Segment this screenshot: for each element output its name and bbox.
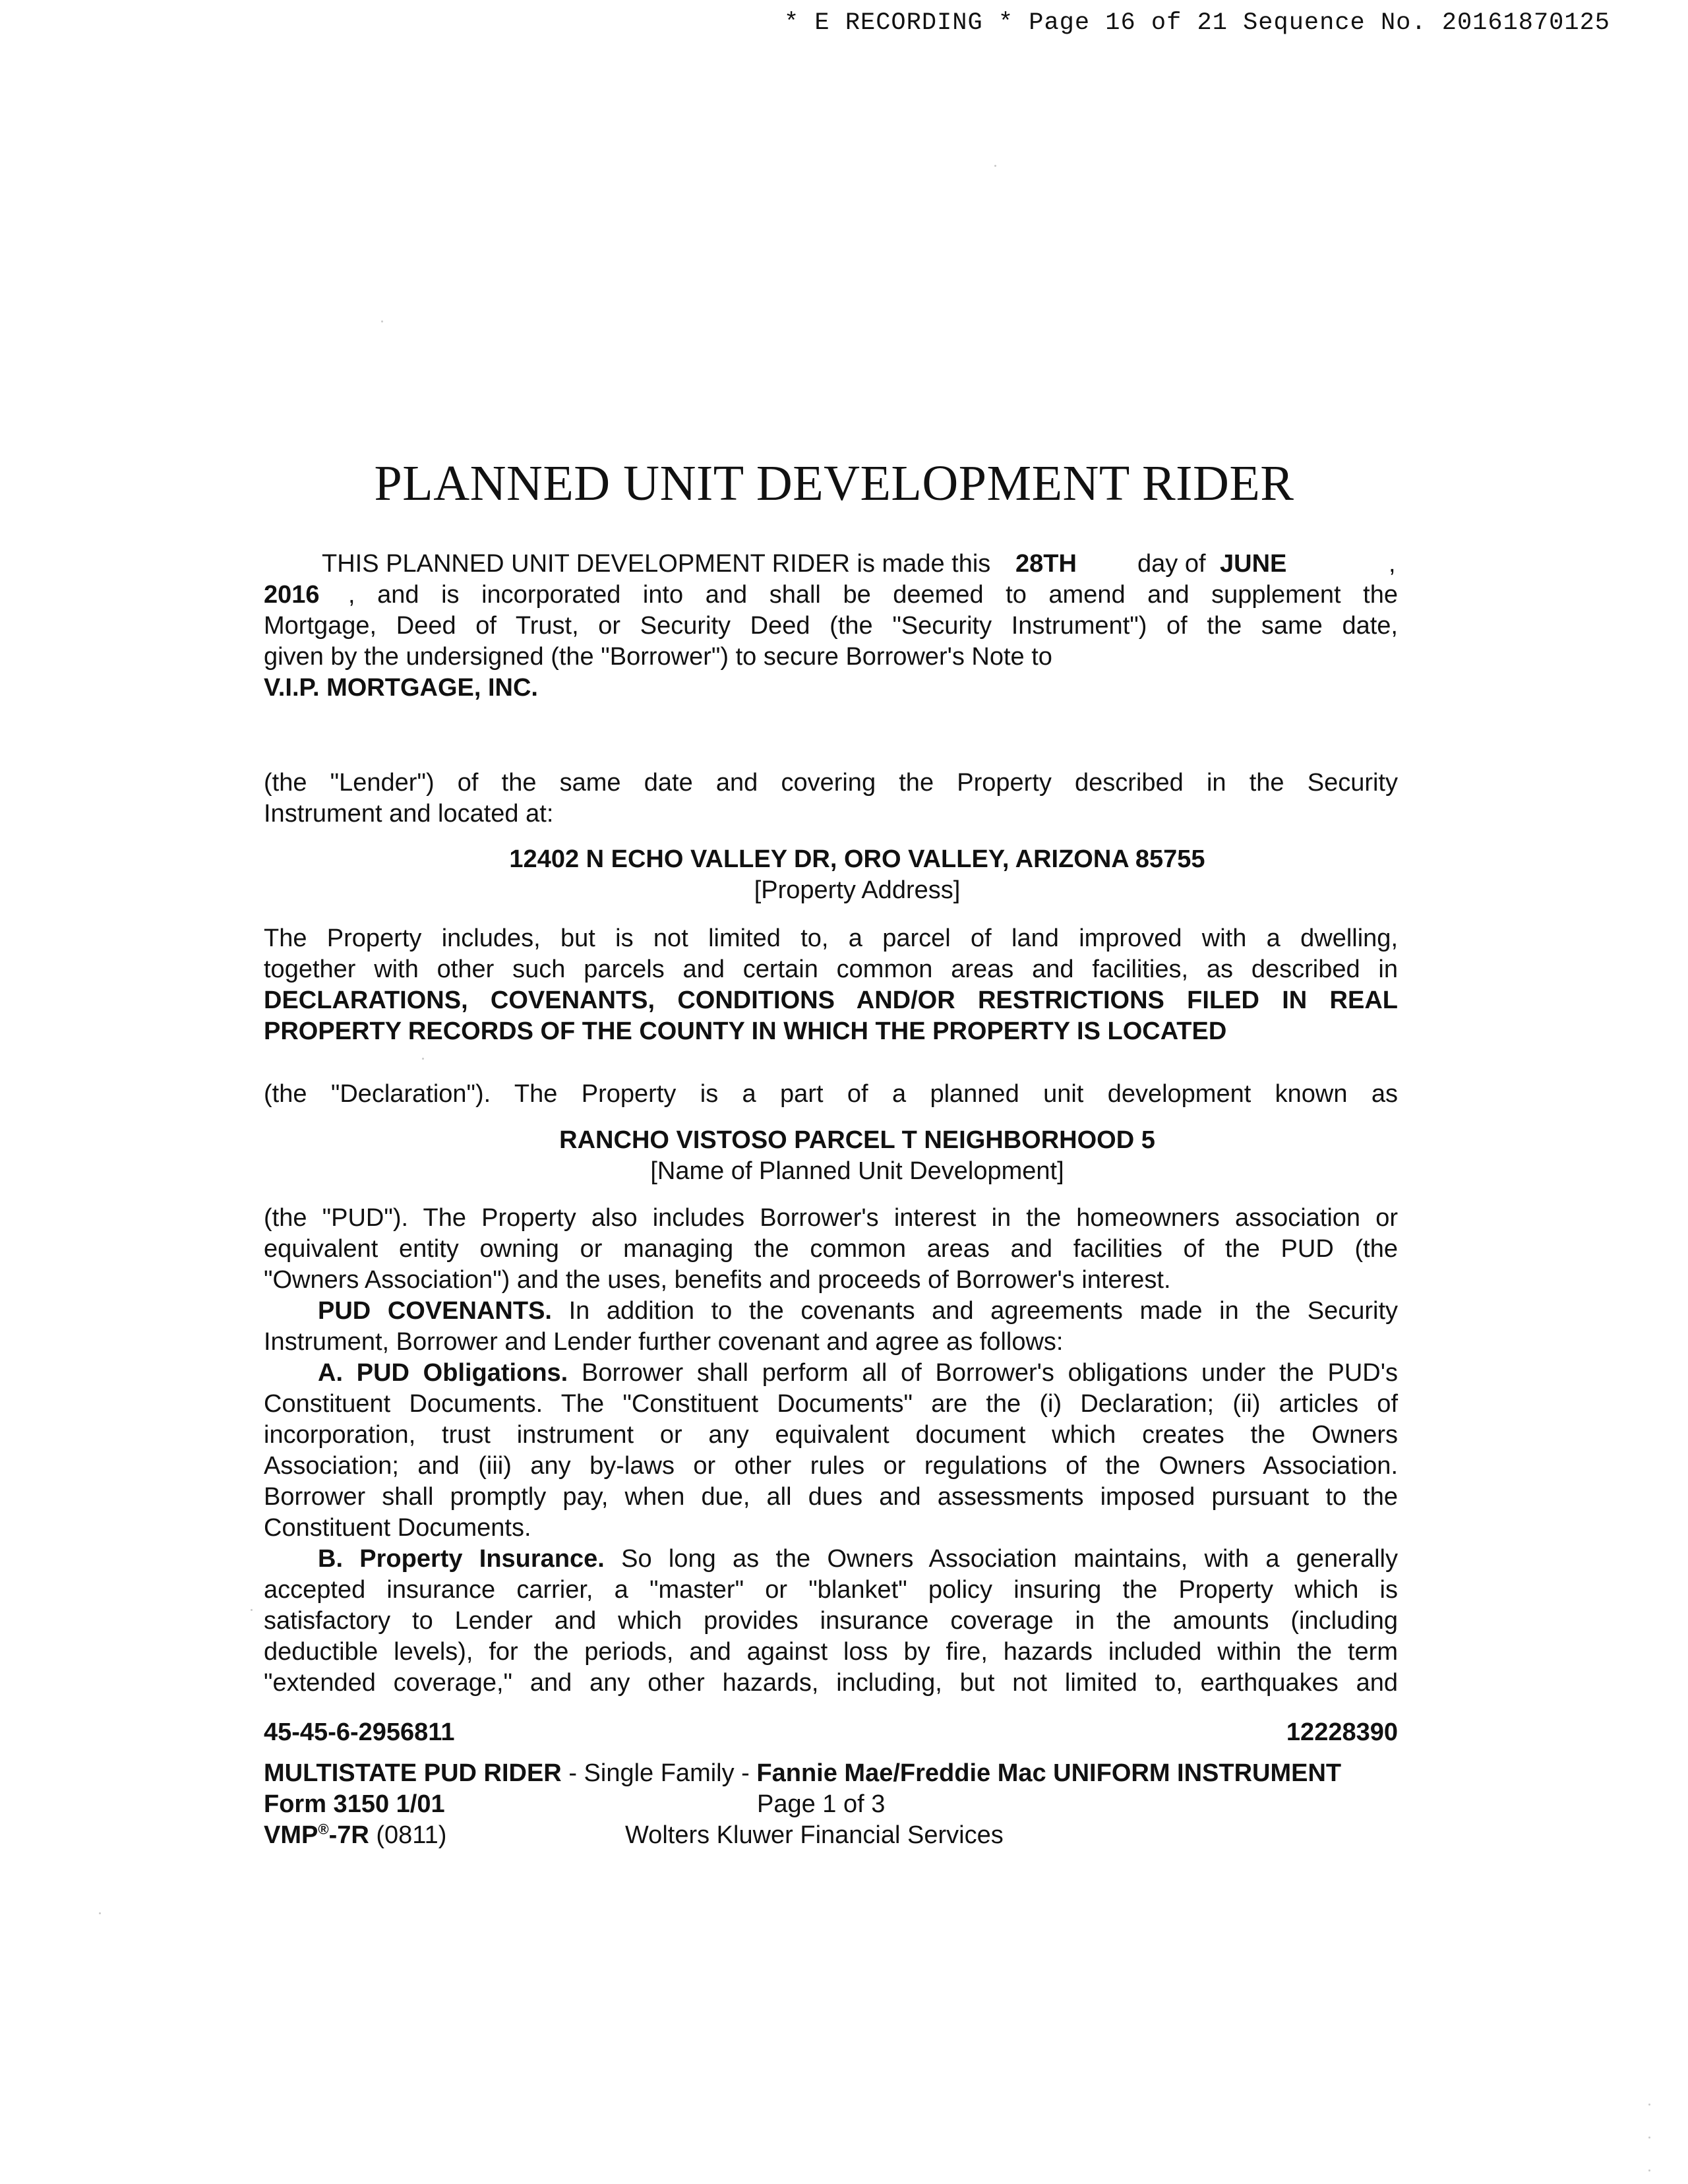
- pud-name-label: [Name of Planned Unit Development]: [650, 1157, 1064, 1185]
- publisher: Wolters Kluwer Financial Services: [625, 1821, 1004, 1849]
- declaration-title-line-2: PROPERTY RECORDS OF THE COUNTY IN WHICH THE PROPERTY IS LOCATED: [264, 1017, 1227, 1045]
- pud-name: RANCHO VISTOSO PARCEL T NEIGHBORHOOD 5: [559, 1126, 1155, 1154]
- intro-line-2: 2016 , and is incorporated into and shall be deemed to amend and supplement the: [264, 580, 1398, 611]
- property-address-block: [290, 844, 1424, 906]
- scan-speck: [1648, 2104, 1650, 2106]
- covenants-heading: PUD COVENANTS.: [318, 1297, 552, 1325]
- page-number: Page 1 of 3: [757, 1790, 886, 1818]
- scan-speck: [1648, 2169, 1650, 2171]
- page-title: PLANNED UNIT DEVELOPMENT RIDER: [374, 456, 1294, 511]
- scan-speck: [251, 1609, 253, 1611]
- section-a-heading: A. PUD Obligations.: [318, 1359, 568, 1387]
- recording-header: * E RECORDING * Page 16 of 21 Sequence No. 20161870125: [784, 9, 1610, 37]
- footer-form-number-row: [264, 1789, 1398, 1820]
- footer-form-title: MULTISTATE PUD RIDER - Single Family - Fannie Mae/Freddie Mac UNIFORM INSTRUMENT: [264, 1759, 1342, 1787]
- section-a-line-1: A. PUD Obligations. Borrower shall perform all of Borrower's obligations under the PUD's: [318, 1359, 1398, 1387]
- covenants-line-1: PUD COVENANTS. In addition to the covenants and agreements made in the Security: [318, 1297, 1399, 1325]
- rider-year: 2016: [264, 581, 320, 609]
- declaration-line: (the "Declaration"). The Property is a part of a planned unit development known as: [264, 1080, 1398, 1108]
- doc-number: 12228390: [1286, 1718, 1398, 1746]
- intro-line-4: given by the undersigned (the "Borrower") to secure Borrower's Note to: [264, 643, 1052, 671]
- scan-speck: [1648, 2137, 1650, 2138]
- property-address: 12402 N ECHO VALLEY DR, ORO VALLEY, ARIZONA 85755: [509, 845, 1205, 873]
- vmp-code: VMP®-7R (0811): [264, 1821, 447, 1849]
- property-address-label: [Property Address]: [754, 876, 961, 904]
- scan-speck: [422, 1058, 424, 1060]
- footer-vmp-row: [264, 1820, 1398, 1851]
- intro-line-3: Mortgage, Deed of Trust, or Security Deed (the "Security Instrument") of the same date,: [264, 612, 1398, 640]
- rider-month: JUNE: [1220, 550, 1287, 578]
- scan-speck: [994, 165, 996, 167]
- declaration-title-line-1: DECLARATIONS, COVENANTS, CONDITIONS AND/OR RESTRICTIONS FILED IN REAL: [264, 986, 1398, 1014]
- section-b-line-1: B. Property Insurance. So long as the Owners Association maintains, with a generally: [318, 1545, 1398, 1573]
- section-b-heading: B. Property Insurance.: [318, 1545, 605, 1573]
- lender-name: V.I.P. MORTGAGE, INC.: [264, 674, 538, 702]
- property-paragraph: The Property includes, but is not limited to, a parcel of land improved with a dwelling, together with other such parcels and certain common areas and facilities, as described in DECLARATIONS, COVENANTS, CONDITIONS AND/OR RESTRICTIONS FILED IN REAL PROPERTY RECORDS OF THE COUNTY IN WHICH THE PROPERTY IS LOCATED: [264, 923, 1398, 1047]
- pud-paragraph: (the "PUD"). The Property also includes Borrower's interest in the homeowners association or equivalent entity owning or managing the common areas and facilities of the PUD (the "Owners Association") and the uses, benefits and proceeds of Borrower's interest. PUD COVENANTS. In addition to the covenants and agreements made in the Security Instrument, Borrower and Lender further covenant and agree as follows: A. PUD Obligations. Borrower shall perform all of Borrower's obligations under the PUD's Constituent Documents. The "Constituent Documents" are the (i) Declaration; (ii) articles of incorporation, trust instrument or any equivalent document which creates the Owners Association; and (iii) any by-laws or other rules or regulations of the Owners Association. Borrower shall promptly pay, when due, all dues and assessments imposed pursuant to the Constituent Documents. B. Property Insurance. So long as the Owners Association maintains, with a generally accepted insurance carrier, a "master" or "blanket" policy insuring the Property which is satisfactory to Lender and which provides insurance coverage in the amounts (including deductible levels), for the periods, and against loss by fire, hazards included within the term "extended coverage," and any other hazards, including, but not limited to, earthquakes and: [264, 1204, 1399, 1697]
- loan-id: 45-45-6-2956811: [264, 1718, 455, 1746]
- intro-paragraph: [264, 549, 1398, 704]
- intro-line-1: THIS PLANNED UNIT DEVELOPMENT RIDER is made this 28TH day of JUNE ,: [264, 549, 1398, 580]
- scan-speck: [381, 320, 383, 322]
- lender-paragraph: (the "Lender") of the same date and covering the Property described in the Security Instrument and located at:: [264, 769, 1398, 828]
- scan-speck: [99, 1912, 101, 1914]
- rider-day: 28TH: [1015, 550, 1077, 578]
- form-number: Form 3150 1/01: [264, 1790, 445, 1818]
- footer-id-row: [264, 1717, 1398, 1748]
- pud-name-block: [290, 1125, 1424, 1187]
